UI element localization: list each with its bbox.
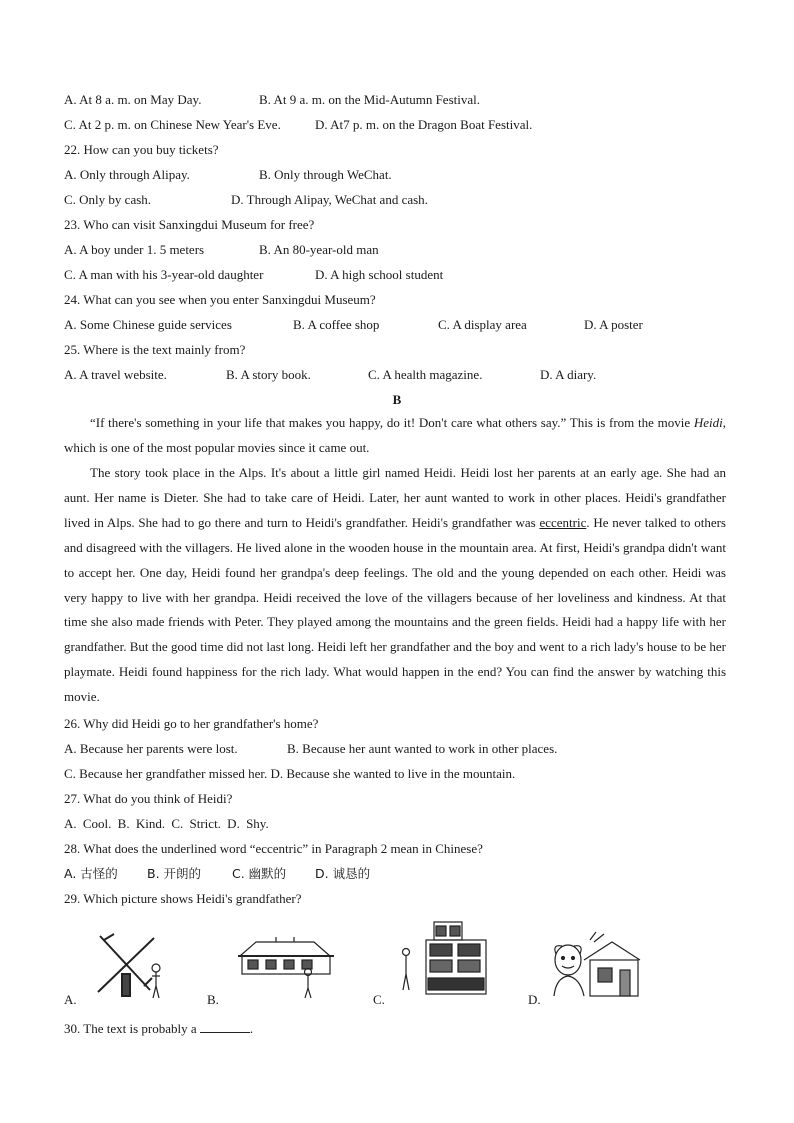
q25-option-b: B. A story book. <box>226 367 311 382</box>
underlined-word: eccentric <box>539 514 587 530</box>
q29-stem: 29. Which picture shows Heidi's grandfather? <box>64 891 302 906</box>
q30-period: . <box>249 1021 254 1036</box>
q28-option-b: B. 开朗的 <box>147 866 202 881</box>
q29-option-c: C. <box>373 992 385 1007</box>
q21-option-b: B. At 9 a. m. on the Mid-Autumn Festival. <box>259 92 480 107</box>
q28-stem: 28. What does the underlined word “eccentric” in Paragraph 2 mean in Chinese? <box>64 841 483 856</box>
q25-stem: 25. Where is the text mainly from? <box>64 342 246 357</box>
q21-option-a: A. At 8 a. m. on May Day. <box>64 92 202 107</box>
q24-option-b: B. A coffee shop <box>293 317 380 332</box>
q30-stem-text: 30. The text is probably a <box>64 1021 197 1036</box>
para2-text-start: The story took place in the Alps. It's about a little girl named Heidi. Heidi lost her parents at an early age. She had an aunt. Her name is Dieter. She had to take care of Heidi. Later, her aunt wanted to work in other places. Heidi's grandfather lived in Alps. She had to go there and turn to Heidi's grandfather. Heidi's grandfather was <box>64 465 726 530</box>
passage-paragraph-1 <box>64 411 726 461</box>
q26-option-cd: C. Because her grandfather missed her. D. Because she wanted to live in the mountain. <box>64 766 516 781</box>
q29-option-b: B. <box>207 992 219 1007</box>
q28-option-d: D. 诚恳的 <box>315 866 371 881</box>
q28-option-c: C. 幽默的 <box>232 866 287 881</box>
q26-option-a: A. Because her parents were lost. <box>64 741 238 756</box>
picture-b-house <box>236 934 336 1000</box>
q23-stem: 23. Who can visit Sanxingdui Museum for free? <box>64 217 315 232</box>
section-heading-b: B <box>392 392 402 407</box>
q23-option-b: B. An 80-year-old man <box>259 242 379 257</box>
q29-option-a: A. <box>64 992 77 1007</box>
q23-option-d: D. A high school student <box>315 267 444 282</box>
q27-options: A. Cool. B. Kind. C. Strict. D. Shy. <box>64 816 269 831</box>
q25-option-c: C. A health magazine. <box>368 367 483 382</box>
movie-title: Heidi <box>693 415 723 430</box>
q24-option-c: C. A display area <box>438 317 527 332</box>
q27-stem: 27. What do you think of Heidi? <box>64 791 233 806</box>
q24-option-d: D. A poster <box>584 317 643 332</box>
q22-option-a: A. Only through Alipay. <box>64 167 190 182</box>
q22-option-b: B. Only through WeChat. <box>259 167 392 182</box>
para1-text-end: , which is one of the most popular movies since it came out. <box>64 415 726 455</box>
q24-option-a: A. Some Chinese guide services <box>64 317 232 332</box>
q26-option-b: B. Because her aunt wanted to work in other places. <box>287 741 558 756</box>
q24-stem: 24. What can you see when you enter Sanxingdui Museum? <box>64 292 376 307</box>
q22-option-d: D. Through Alipay, WeChat and cash. <box>231 192 428 207</box>
q21-option-d: D. At7 p. m. on the Dragon Boat Festival. <box>315 117 533 132</box>
q29-option-d: D. <box>528 992 541 1007</box>
para1-text-start: “If there's something in your life that makes you happy, do it! Don't care what others say.” This is from the movie <box>90 415 694 430</box>
q22-option-c: C. Only by cash. <box>64 192 152 207</box>
q23-option-c: C. A man with his 3-year-old daughter <box>64 267 264 282</box>
q28-option-a: A. 古怪的 <box>64 866 118 881</box>
q30-answer-blank <box>200 1020 250 1033</box>
q30-stem <box>64 1020 253 1037</box>
picture-a-windmill <box>92 930 170 1000</box>
q21-option-c: C. At 2 p. m. on Chinese New Year's Eve. <box>64 117 281 132</box>
para2-text-end: . He never talked to others and disagreed with the villagers. He lived alone in the wooden house in the mountain area. At first, Heidi's grandpa didn't want to accept her. One day, Heidi found her grandpa's deep feelings. The old and the young depended on each other. Heidi was very happy to live with her grandpa. Heidi received the love of the villagers because of her loveliness and kindness. At that time she also made friends with Peter. They played among the mountains and the green fields. Heidi had a happy life with her grandfather. But the good time did not last long. Heidi left her grandfather and the boy and went to a rich lady's house to be her playmate. Heidi found happiness for the rich lady. What would happen in the end? You can find the answer by watching this movie. <box>64 514 726 705</box>
q25-option-d: D. A diary. <box>540 367 597 382</box>
picture-d-grandfather <box>550 930 644 1000</box>
q23-option-a: A. A boy under 1. 5 meters <box>64 242 205 257</box>
q25-option-a: A. A travel website. <box>64 367 167 382</box>
q26-stem: 26. Why did Heidi go to her grandfather's home? <box>64 716 319 731</box>
picture-c-building <box>396 918 492 998</box>
passage-paragraph-2 <box>64 461 726 710</box>
q22-stem: 22. How can you buy tickets? <box>64 142 219 157</box>
